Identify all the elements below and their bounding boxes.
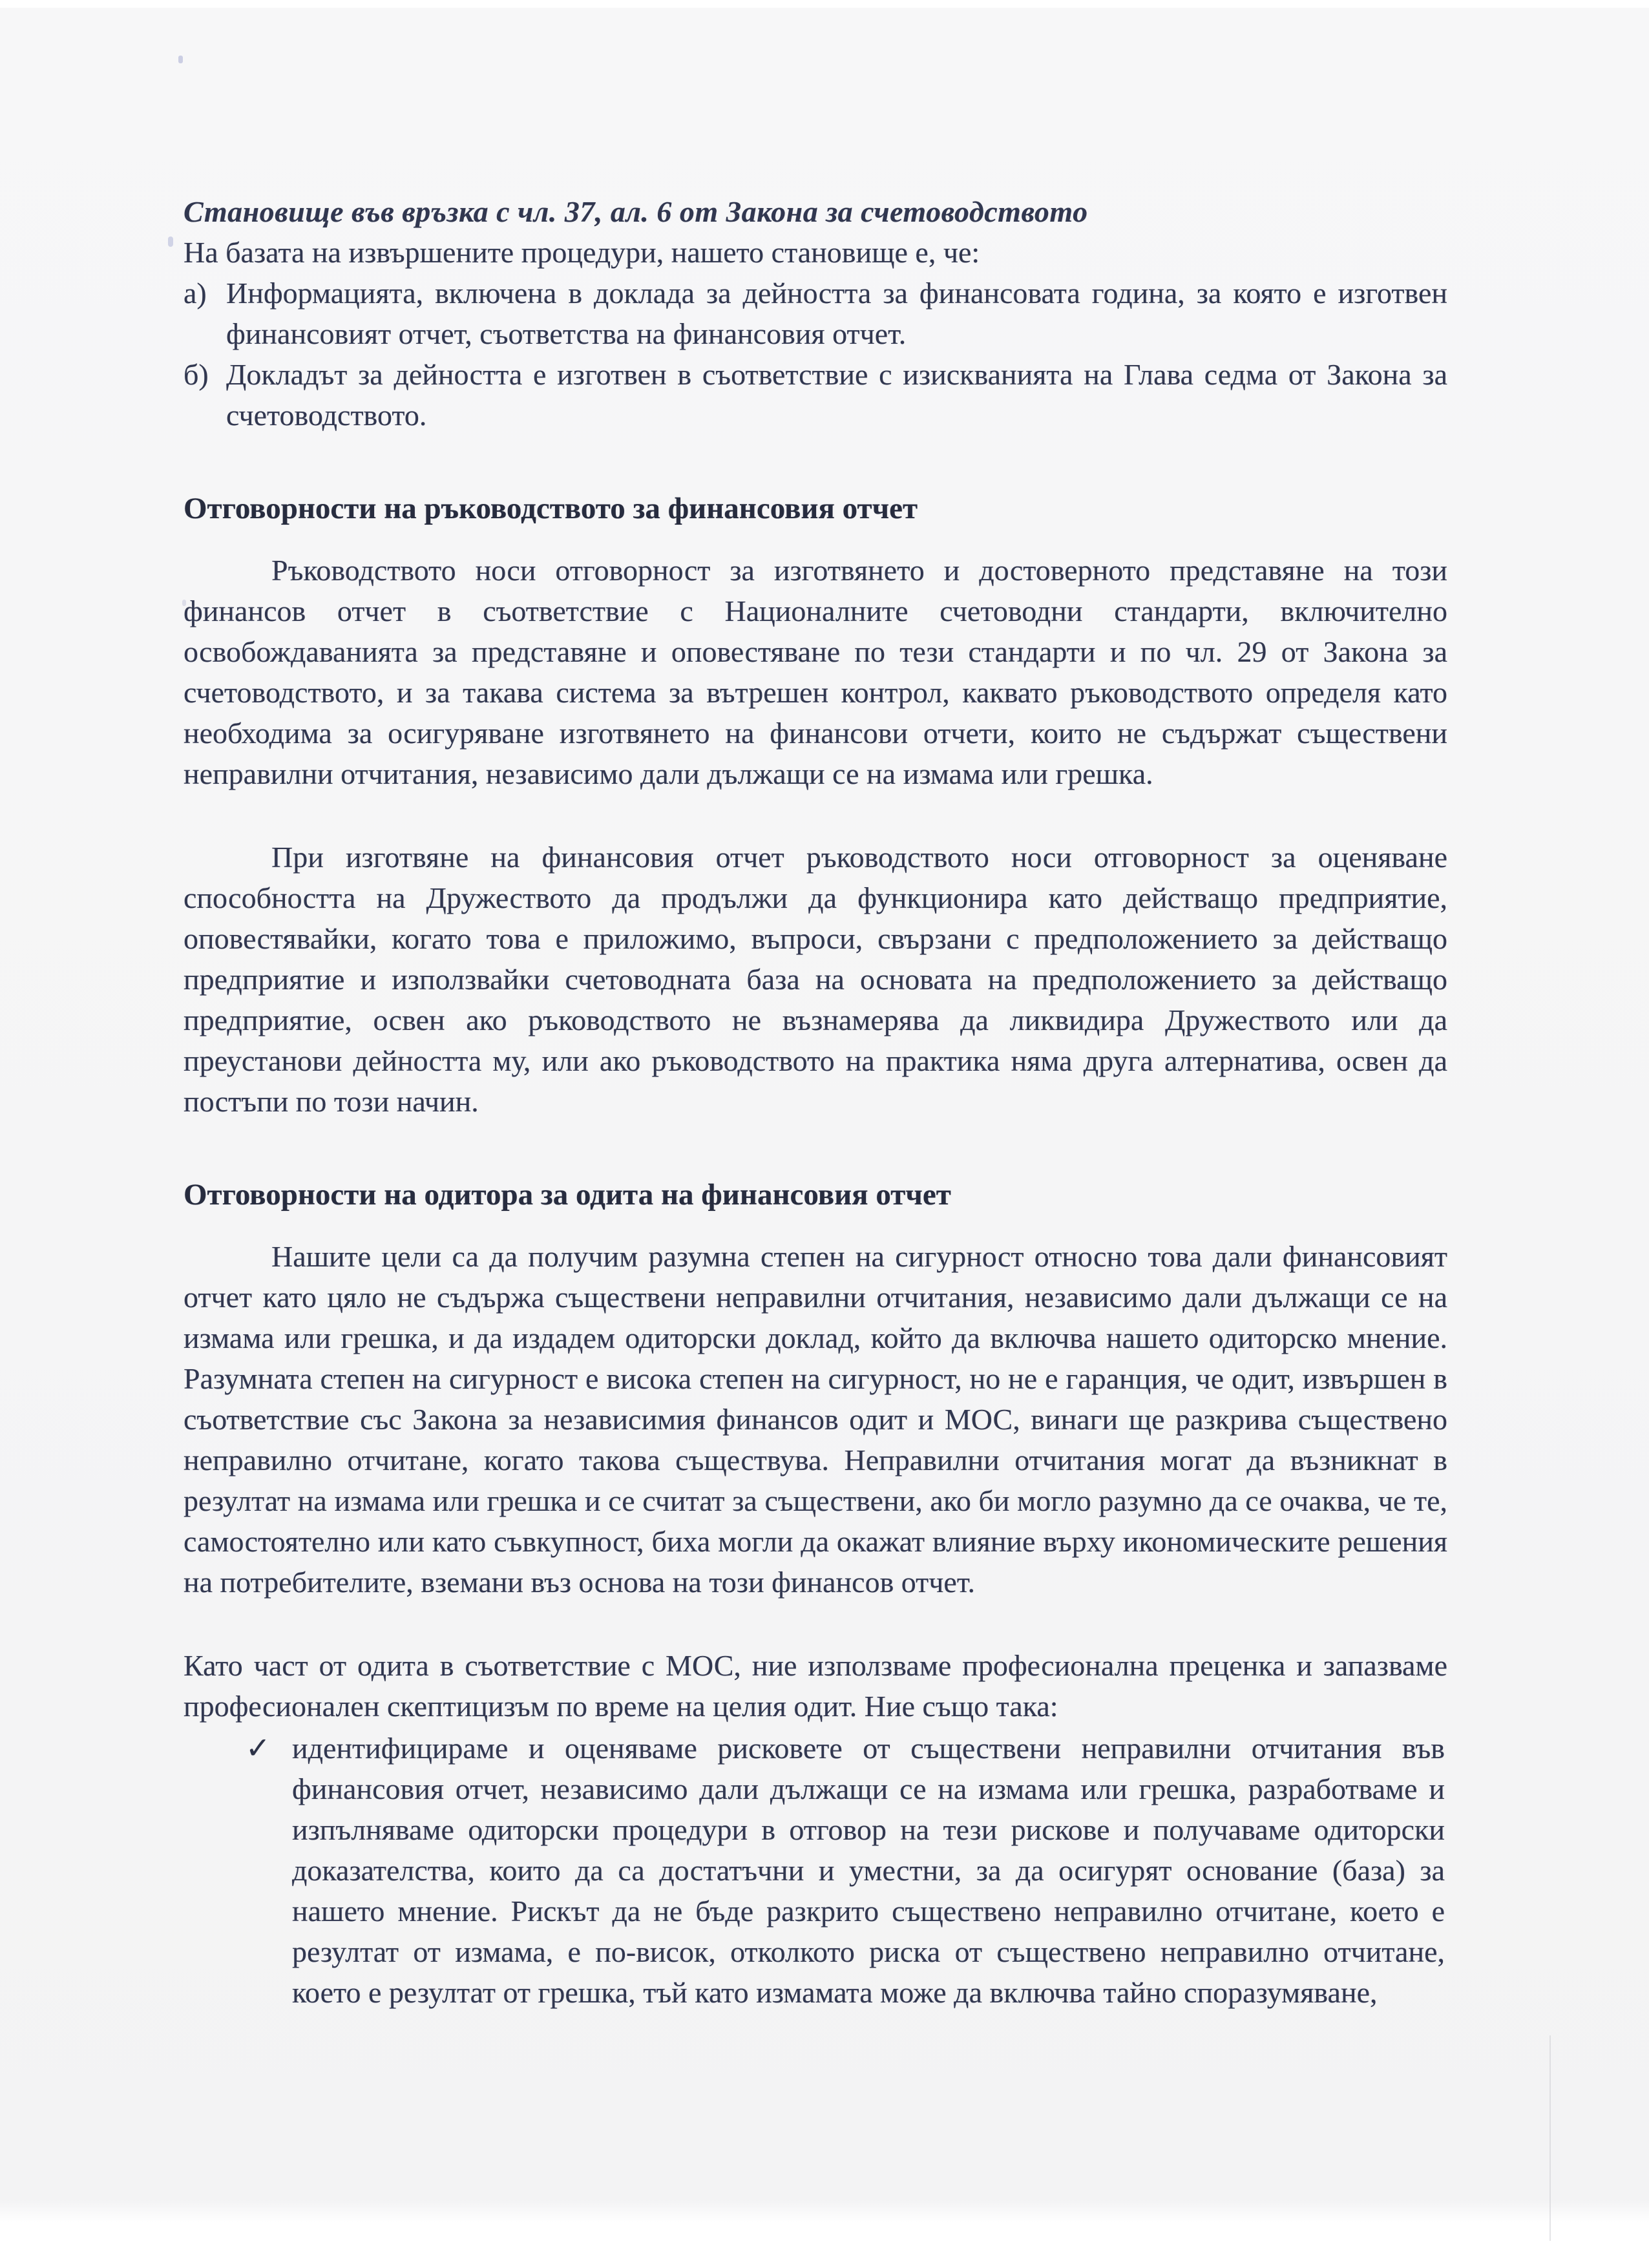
paragraph-management-2: При изготвяне на финансовия отчет ръководството носи отговорност за оценяване способността на Дружеството да продължи да функционира като действащо предприятие, оповестявайки, когато това е приложимо, въпроси, свързани с предположението за действащо предприятие и използвайки счетоводната база на основата на предположението за действащо предприятие, освен ако ръководството не възнамерява да ликвидира Дружеството или да преустанови дейността му, или ако ръководството на практика няма друга алтернатива, освен да постъпи по този начин. [184,841,1447,1118]
scan-speck [178,56,183,63]
list-item-a [184,273,1447,354]
paragraph-management-1: Ръководството носи отговорност за изготвянето и достоверното представяне на този финансов отчет в съответствие с Националните счетоводни стандарти, включително освобождаванията за представяне и оповестяване по тези стандарти и по чл. 29 от Закона за счетоводството, и за такава система за вътрешен контрол, каквато ръководството определя като необходима за осигуряване изготвянето на финансови отчети, които не съдържат съществени неправилни отчитания, независимо дали дължащи се на измама или грешка. [184,554,1447,790]
bullet-item-text: идентифицираме и оценяваме рисковете от съществени неправилни отчитания във финансовия отчет, независимо дали дължащи се на измама или грешка, разработваме и изпълняваме одиторски процедури в отговор на тези рискове и получаваме одиторски доказателства, които да са достатъчни и уместни, за да осигурят основание (база) за нашето мнение. Рискът да не бъде разкрито съществено неправилно отчитане, което е резултат от измама, е по-висок, отколкото риска от съществено неправилно отчитане, което е резултат от грешка, тъй като измамата може да включва тайно споразумяване, [292,1732,1445,2009]
list-item-a-label: а) [184,277,207,310]
scan-speck [168,236,173,247]
list-item-b-label: б) [184,358,209,391]
document-title: Становище във връзка с чл. 37, ал. 6 от Закона за счетоводството [184,195,1088,228]
scan-edge-bottom [0,2241,1649,2268]
section-heading-management-responsibilities: Отговорности на ръководството за финансовия отчет [184,492,918,525]
scan-edge-top [0,0,1649,8]
document-body [184,191,1447,2013]
check-icon: ✓ [246,1732,271,1765]
closing-paragraph: Като част от одита в съответствие с МОС, ние използваме професионална преценка и запазваме професионален скептицизъм по време на целия одит. Ние също така: [184,1649,1447,1723]
bullet-item [184,1728,1447,2013]
list-item-b [184,354,1447,436]
list-item-a-text: Информацията, включена в доклада за дейността за финансовата година, за която е изготвен финансовият отчет, съответства на финансовия отчет. [226,277,1447,350]
section-heading-auditor-responsibilities: Отговорности на одитора за одита на финансовия отчет [184,1178,951,1212]
intro-line: На базата на извършените процедури, нашето становище е, че: [184,236,980,269]
list-item-b-text: Докладът за дейността е изготвен в съответствие с изискванията на Глава седма от Закона за счетоводството. [226,358,1447,432]
scanner-artifact-line [1549,2035,1551,2242]
paragraph-auditor-1: Нашите цели са да получим разумна степен на сигурност относно това дали финансовият отчет като цяло не съдържа съществени неправилни отчитания, независимо дали дължащи се на измама или грешка, и да издадем одиторски доклад, който да включва нашето одиторско мнение. Разумната степен на сигурност е висока степен на сигурност, но не е гаранция, че одит, извършен в съответствие със Закона за независимия финансов одит и МОС, винаги ще разкрива съществено неправилно отчитане, когато такова съществува. Неправилни отчитания могат да възникнат в резултат на измама или грешка и се считат за съществени, ако би могло разумно да се очаква, че те, самостоятелно или като съвкупност, биха могли да окажат влияние върху икономическите решения на потребителите, вземани въз основа на този финансов отчет. [184,1240,1447,1599]
